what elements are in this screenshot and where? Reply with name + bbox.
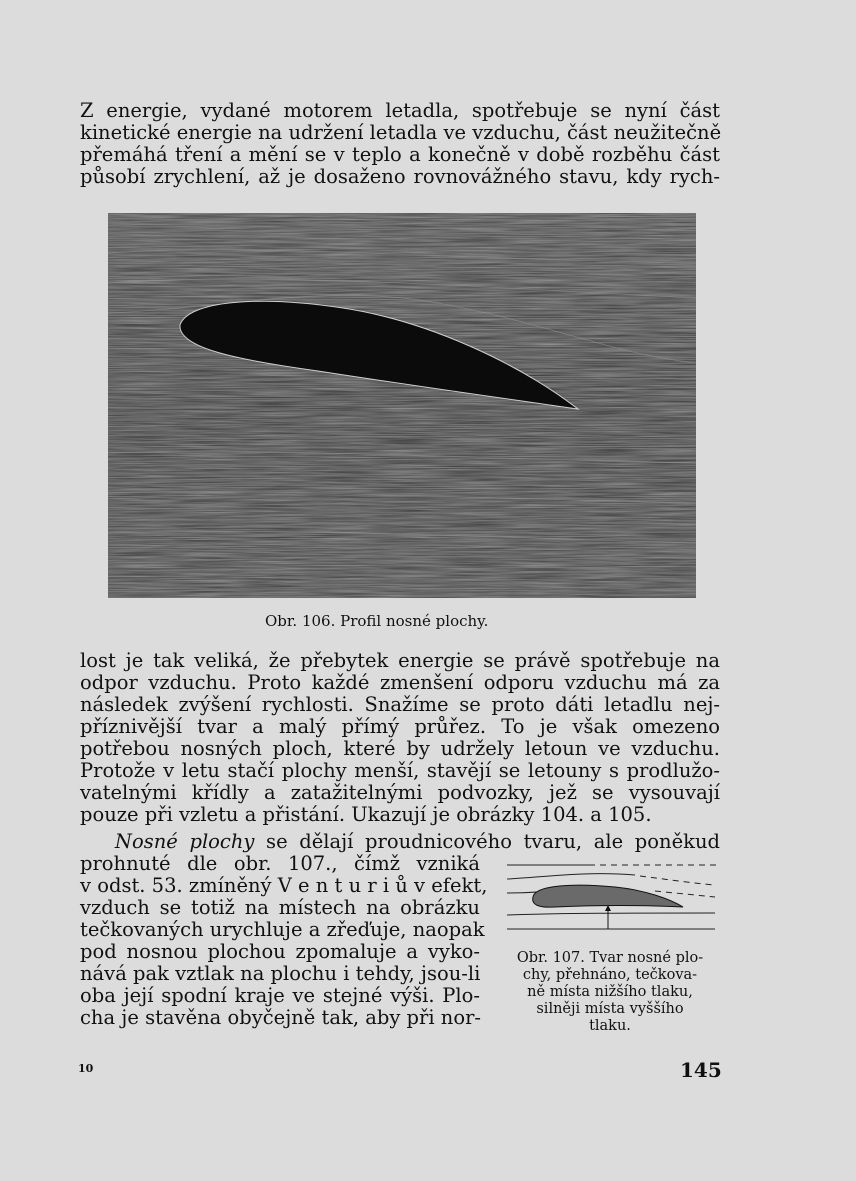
- text-line: oba její spodní kraje ve stejné výši. Plo-: [80, 984, 480, 1007]
- text-line-rest: se dělají proudnicového tvaru, ale poněkud: [254, 830, 720, 853]
- paragraph-intro: [80, 100, 720, 188]
- text-line: přemáhá tření a mění se v teplo a konečně v době rozběhu část: [80, 143, 720, 166]
- italic-term: Nosné plochy: [114, 830, 255, 853]
- paragraph-drag: [80, 650, 720, 826]
- caption-line: chy, přehnáno, tečkova-: [522, 967, 698, 983]
- signature-mark: 10: [78, 1062, 94, 1075]
- text-line: [80, 831, 720, 853]
- text-line: Z energie, vydané motorem letadla, spotřebuje se nyní část: [80, 99, 720, 122]
- caption-line: tlaku.: [589, 1018, 631, 1034]
- caption-line: Obr. 107. Tvar nosné plo-: [516, 950, 704, 966]
- text-line: tečkovaných urychluje a zřeďuje, naopak: [80, 918, 485, 941]
- text-line: vatelnými křídly a zatažitelnými podvozky, jež se vysouvají: [80, 781, 720, 804]
- text-line: následek zvýšení rychlosti. Snažíme se proto dáti letadlu nej-: [80, 693, 720, 716]
- text-line: pod nosnou plochou zpomaluje a vyko-: [80, 940, 480, 963]
- text-line: Protože v letu stačí plochy menší, stavějí se letouny s prodlužo-: [80, 759, 720, 782]
- airfoil-flow-photo: [108, 213, 696, 598]
- text-line: v odst. 53. zmíněný V e n t u r i ů v efekt,: [80, 874, 488, 897]
- caption-line: ně místa nižšího tlaku,: [527, 984, 693, 1000]
- text-line: pouze při vzletu a přistání. Ukazují je obrázky 104. a 105.: [80, 803, 652, 826]
- caption-line: silněji místa vyššího: [536, 1001, 684, 1017]
- text-line: prohnuté dle obr. 107., čímž vzniká: [80, 852, 480, 875]
- text-line: působí zrychlení, až je dosaženo rovnovážného stavu, kdy rych-: [80, 165, 720, 188]
- text-line: cha je stavěna obyčejně tak, aby při nor-: [80, 1006, 481, 1029]
- text-line: nává pak vztlak na plochu i tehdy, jsou-li: [80, 962, 481, 985]
- text-line: potřebou nosných ploch, které by udržely letoun ve vzduchu.: [80, 737, 720, 760]
- text-line: příznivější tvar a malý přímý průřez. To je však omezeno: [80, 715, 720, 738]
- text-line: kinetické energie na udržení letadla ve vzduchu, část neužitečně: [80, 121, 722, 144]
- wing-profile-diagram: [505, 857, 720, 937]
- text-line: lost je tak veliká, že přebytek energie se právě spotřebuje na: [80, 649, 720, 672]
- text-line: odpor vzduchu. Proto každé zmenšení odporu vzduchu má za: [80, 671, 720, 694]
- figure-107-caption: [496, 950, 724, 1035]
- text-line: vzduch se totiž na místech na obrázku: [80, 896, 480, 919]
- figure-106-caption: Obr. 106. Profil nosné plochy.: [265, 612, 489, 630]
- page-number: 145: [680, 1058, 722, 1082]
